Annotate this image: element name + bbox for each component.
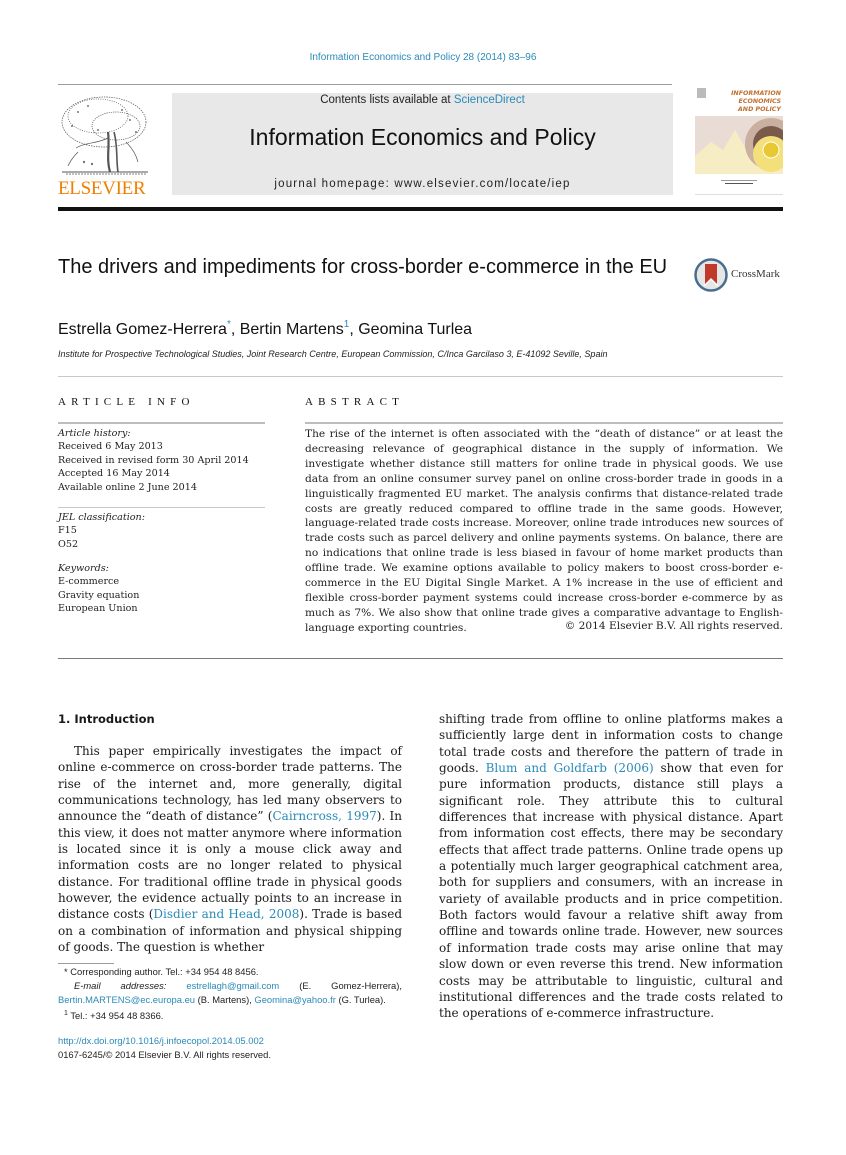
journal-citation-link[interactable]: Information Economics and Policy 28 (2014) 83–96 xyxy=(309,52,537,63)
history-divider xyxy=(58,507,265,508)
section-heading-introduction: 1. Introduction xyxy=(58,712,155,726)
article-title: The drivers and impediments for cross-border e-commerce in the EU xyxy=(58,256,668,278)
body-text: This paper empirically investigates the impact of online e-commerce on cross-border trade patterns. The rise of the internet and, more generally, digital communications technology, has led many observers to announce the “death of distance” ( xyxy=(58,744,402,824)
footnote-text: Tel.: +34 954 48 8366. xyxy=(70,1010,164,1022)
abstract-divider xyxy=(305,422,783,424)
cover-title-line-3: AND POLICY xyxy=(737,106,781,113)
jel-code: F15 xyxy=(58,525,77,537)
contents-prefix: Contents lists available at xyxy=(320,94,454,106)
keywords xyxy=(58,562,139,616)
email-label: E-mail addresses: xyxy=(74,980,167,991)
author-list xyxy=(58,319,472,339)
body-text: shifting trade from offline to online platforms makes a sufficiently large dent in information costs to change total trade costs and therefore the pattern of trade in goods. xyxy=(439,712,783,776)
keyword: E-commerce xyxy=(58,576,120,588)
citation-link[interactable]: Blum and Goldfarb (2006) xyxy=(485,761,654,776)
footnotes xyxy=(58,965,402,1023)
author-name: Estrella Gomez-Herrera xyxy=(58,321,227,338)
citation-link[interactable]: Disdier and Head, 2008 xyxy=(153,907,300,922)
email-link[interactable]: estrellagh@gmail.com xyxy=(186,980,280,991)
body-text: show that even for pure information products, distance still plays a significant role. They attribute this to cultural differences that increase with physical distance. Apart from information cost effects, there may be secondary effects that affect trade patterns. Online trade opens up a potentially much larger geographical catchment area, both for suppliers and consumers, with an increase in variety of available products and in price competition. Both factors would favour a relative shift away from offline and towards online trade. However, new sources of information trade costs may arise online that may slow down or even reverse this trend. New information costs may be attributable to linguistic, cultural and institutional differences and the trade costs related to the operations of e-commerce infrastructure. xyxy=(439,761,783,1021)
footnote-emails xyxy=(58,979,402,1007)
email-owner: (G. Turlea). xyxy=(335,994,386,1005)
jel-label: JEL classification: xyxy=(58,512,145,523)
article-info-divider xyxy=(58,422,265,424)
elsevier-wordmark: ELSEVIER xyxy=(58,178,146,199)
keywords-label: Keywords: xyxy=(58,563,109,574)
journal-masthead xyxy=(172,93,673,195)
corresponding-author-mark[interactable]: * xyxy=(226,319,231,330)
history-received: Received 6 May 2013 xyxy=(58,441,163,453)
sciencedirect-link[interactable]: ScienceDirect xyxy=(453,94,525,106)
email-owner: (E. Gomez-Herrera), xyxy=(279,980,402,991)
doi-block xyxy=(58,1034,402,1062)
footnote-1 xyxy=(58,1007,402,1023)
abstract-text: The rise of the internet is often associated with the “death of distance” or at least the decreasing relevance of geographical distance in the supply of information. We investigate whether distance still matters for online trade in physical goods. We use data from an online consumer survey panel on online cross-border trade in goods in a linguistically fragmented EU market. The analysis confirms that distance-related trade costs are greatly reduced compared to offline trade in the same goods. However, language-related trade costs increase. Moreover, online trade introduces new sources of trade costs such as parcel delivery and online payments systems. On balance, there are no indications that online trade is less biased in favour of home market products than offline trade. We examine options available to policy makers to boost cross-border e-commerce in the EU Digital Single Market. A 1% increase in the use of efficient and flexible cross-border payment systems could increase cross-border e-commerce by as much as 7%. We also show that online trade gives a comparative advantage to English-language exporting countries. xyxy=(305,428,783,634)
header-thick-divider xyxy=(58,207,783,211)
author-separator: , xyxy=(230,321,240,338)
footnote-divider xyxy=(58,963,114,964)
keyword: European Union xyxy=(58,603,138,615)
footnote-mark: * xyxy=(64,966,68,977)
body-column-left xyxy=(58,743,402,955)
contents-available-line xyxy=(172,94,673,106)
doi-link[interactable]: http://dx.doi.org/10.1016/j.infoecopol.2014.05.002 xyxy=(58,1035,264,1046)
footnote-corresponding xyxy=(58,965,402,979)
email-link[interactable]: Geomina@yahoo.fr xyxy=(254,994,336,1005)
abstract-copyright: © 2014 Elsevier B.V. All rights reserved. xyxy=(564,620,783,632)
journal-cover-thumbnail[interactable] xyxy=(695,86,783,196)
history-revised: Received in revised form 30 April 2014 xyxy=(58,454,249,466)
abstract-bottom-divider xyxy=(58,658,783,659)
body-text: ). Trade is based on a combination of information and physical shipping of goods. The question is whether xyxy=(58,907,402,955)
history-accepted: Accepted 16 May 2014 xyxy=(58,468,170,480)
issn-line: 0167-6245/© 2014 Elsevier B.V. All rights reserved. xyxy=(58,1049,271,1060)
journal-homepage[interactable]: journal homepage: www.elsevier.com/locate/iep xyxy=(274,178,571,190)
affiliation: Institute for Prospective Technological Studies, Joint Research Centre, European Commission, C/Inca Garcilaso 3, E-41092 Seville, Spain xyxy=(58,349,608,359)
jel-code: O52 xyxy=(58,538,79,550)
crossmark-label[interactable]: CrossMark xyxy=(731,268,780,280)
author-name: Bertin Martens xyxy=(239,321,344,338)
crossmark-icon xyxy=(694,258,728,292)
history-online: Available online 2 June 2014 xyxy=(58,481,197,493)
footnote-mark: 1 xyxy=(64,1010,68,1017)
cover-title-line-2: ECONOMICS xyxy=(738,98,781,105)
body-text: ). In this view, it does not matter anymore where information is located since it is only a mouse click away and information costs are no longer related to physical distance. For traditional offline trade in physical goods however, the evidence actually points to an increase in distance costs ( xyxy=(58,809,403,922)
affiliation-divider xyxy=(58,376,783,377)
email-owner: (B. Martens), xyxy=(195,994,255,1005)
citation-link[interactable]: Cairncross, 1997 xyxy=(272,809,377,824)
article-info-heading: ARTICLE INFO xyxy=(58,396,195,408)
header-divider xyxy=(58,84,672,85)
footnote-text: Corresponding author. Tel.: +34 954 48 8456. xyxy=(70,966,259,977)
abstract-heading: ABSTRACT xyxy=(305,396,405,408)
author-name: Geomina Turlea xyxy=(358,321,473,338)
email-link[interactable]: Bertin.MARTENS@ec.europa.eu xyxy=(58,994,196,1005)
journal-name: Information Economics and Policy xyxy=(249,124,596,150)
article-history xyxy=(58,427,249,494)
jel-classification xyxy=(58,511,145,551)
author-separator: , xyxy=(349,321,359,338)
body-column-right xyxy=(439,711,783,1022)
article-history-label: Article history: xyxy=(58,428,131,439)
keyword: Gravity equation xyxy=(58,589,140,601)
cover-title-line-1: INFORMATION xyxy=(731,90,781,97)
footnote-mark-1[interactable]: 1 xyxy=(343,319,350,330)
